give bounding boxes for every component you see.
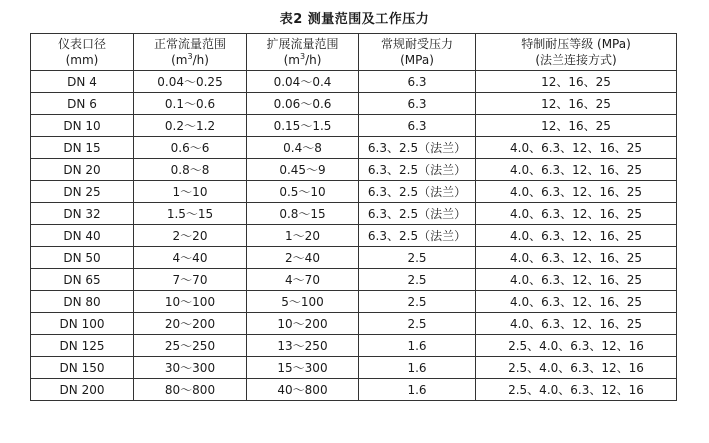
cell-normal-flow: 4～40 <box>134 247 247 269</box>
header-line: 扩展流量范围 <box>266 37 339 51</box>
table-row <box>31 159 677 181</box>
table-row <box>31 137 677 159</box>
cell-standard-pressure: 6.3 <box>359 115 476 137</box>
cell-normal-flow: 30～300 <box>134 357 247 379</box>
cell-standard-pressure: 6.3、2.5（法兰） <box>359 203 476 225</box>
header-unit: (MPa) <box>400 53 434 67</box>
cell-extended-flow: 0.04～0.4 <box>247 71 359 93</box>
header-unit: (mm) <box>65 53 99 67</box>
cell-extended-flow: 10～200 <box>247 313 359 335</box>
cell-special-pressure: 12、16、25 <box>476 93 677 115</box>
unit-suffix: /h) <box>305 53 322 67</box>
cell-special-pressure: 4.0、6.3、12、16、25 <box>476 159 677 181</box>
unit-suffix: /h) <box>192 53 209 67</box>
cell-special-pressure: 12、16、25 <box>476 115 677 137</box>
cell-diameter: DN 150 <box>31 357 134 379</box>
header-line: 正常流量范围 <box>153 37 226 51</box>
cell-diameter: DN 50 <box>31 247 134 269</box>
header-standard-pressure <box>359 34 476 71</box>
table-row <box>31 269 677 291</box>
cell-special-pressure: 4.0、6.3、12、16、25 <box>476 225 677 247</box>
cell-extended-flow: 0.15～1.5 <box>247 115 359 137</box>
cell-diameter: DN 65 <box>31 269 134 291</box>
cell-standard-pressure: 1.6 <box>359 335 476 357</box>
cell-special-pressure: 2.5、4.0、6.3、12、16 <box>476 335 677 357</box>
cell-extended-flow: 0.45～9 <box>247 159 359 181</box>
table-row <box>31 181 677 203</box>
cell-diameter: DN 40 <box>31 225 134 247</box>
cell-diameter: DN 10 <box>31 115 134 137</box>
header-row <box>31 34 677 71</box>
cell-standard-pressure: 6.3、2.5（法兰） <box>359 159 476 181</box>
cell-extended-flow: 15～300 <box>247 357 359 379</box>
header-normal-flow-range <box>134 34 247 71</box>
header-extended-flow-range <box>247 34 359 71</box>
cell-normal-flow: 0.04～0.25 <box>134 71 247 93</box>
table-row <box>31 379 677 401</box>
unit-superscript: 3 <box>299 52 306 61</box>
cell-standard-pressure: 6.3 <box>359 71 476 93</box>
cell-extended-flow: 2～40 <box>247 247 359 269</box>
cell-diameter: DN 80 <box>31 291 134 313</box>
cell-diameter: DN 6 <box>31 93 134 115</box>
table-body <box>31 71 677 401</box>
cell-diameter: DN 200 <box>31 379 134 401</box>
cell-normal-flow: 1～10 <box>134 181 247 203</box>
header-unit <box>247 52 358 68</box>
table-row <box>31 71 677 93</box>
table-row <box>31 291 677 313</box>
cell-special-pressure: 2.5、4.0、6.3、12、16 <box>476 379 677 401</box>
table-caption: 表2 测量范围及工作压力 <box>279 12 430 27</box>
cell-extended-flow: 0.06～0.6 <box>247 93 359 115</box>
cell-special-pressure: 12、16、25 <box>476 71 677 93</box>
cell-special-pressure: 2.5、4.0、6.3、12、16 <box>476 357 677 379</box>
cell-diameter: DN 25 <box>31 181 134 203</box>
cell-standard-pressure: 6.3 <box>359 93 476 115</box>
cell-extended-flow: 0.5～10 <box>247 181 359 203</box>
cell-standard-pressure: 1.6 <box>359 357 476 379</box>
cell-standard-pressure: 2.5 <box>359 269 476 291</box>
cell-standard-pressure: 2.5 <box>359 247 476 269</box>
header-line: 特制耐压等级 (MPa) <box>521 37 631 51</box>
unit-prefix: (m <box>283 53 300 67</box>
table-row <box>31 357 677 379</box>
cell-standard-pressure: 2.5 <box>359 291 476 313</box>
cell-special-pressure: 4.0、6.3、12、16、25 <box>476 247 677 269</box>
cell-standard-pressure: 6.3、2.5（法兰） <box>359 181 476 203</box>
cell-normal-flow: 80～800 <box>134 379 247 401</box>
cell-normal-flow: 2～20 <box>134 225 247 247</box>
header-unit: (法兰连接方式) <box>535 53 617 67</box>
header-line: 常规耐受压力 <box>380 37 453 51</box>
cell-diameter: DN 20 <box>31 159 134 181</box>
cell-normal-flow: 0.1～0.6 <box>134 93 247 115</box>
header-special-pressure-grade <box>476 34 677 71</box>
cell-special-pressure: 4.0、6.3、12、16、25 <box>476 269 677 291</box>
cell-standard-pressure: 6.3、2.5（法兰） <box>359 225 476 247</box>
table-row <box>31 225 677 247</box>
table-row <box>31 247 677 269</box>
cell-extended-flow: 13～250 <box>247 335 359 357</box>
cell-extended-flow: 40～800 <box>247 379 359 401</box>
header-line: 仪表口径 <box>57 37 106 51</box>
cell-extended-flow: 0.4～8 <box>247 137 359 159</box>
cell-normal-flow: 1.5～15 <box>134 203 247 225</box>
cell-normal-flow: 25～250 <box>134 335 247 357</box>
cell-diameter: DN 15 <box>31 137 134 159</box>
cell-extended-flow: 4～70 <box>247 269 359 291</box>
cell-special-pressure: 4.0、6.3、12、16、25 <box>476 181 677 203</box>
table-row <box>31 115 677 137</box>
cell-normal-flow: 0.2～1.2 <box>134 115 247 137</box>
cell-diameter: DN 125 <box>31 335 134 357</box>
cell-standard-pressure: 2.5 <box>359 313 476 335</box>
cell-extended-flow: 0.8～15 <box>247 203 359 225</box>
cell-diameter: DN 4 <box>31 71 134 93</box>
header-meter-diameter <box>31 34 134 71</box>
table-row <box>31 335 677 357</box>
cell-normal-flow: 7～70 <box>134 269 247 291</box>
cell-extended-flow: 5～100 <box>247 291 359 313</box>
cell-normal-flow: 20～200 <box>134 313 247 335</box>
measurement-range-table <box>30 33 677 401</box>
table-row <box>31 93 677 115</box>
cell-standard-pressure: 6.3、2.5（法兰） <box>359 137 476 159</box>
unit-superscript: 3 <box>187 52 193 61</box>
cell-special-pressure: 4.0、6.3、12、16、25 <box>476 313 677 335</box>
cell-diameter: DN 32 <box>31 203 134 225</box>
unit-prefix: (m <box>171 53 188 67</box>
cell-extended-flow: 1～20 <box>247 225 359 247</box>
cell-diameter: DN 100 <box>31 313 134 335</box>
table-row <box>31 203 677 225</box>
cell-special-pressure: 4.0、6.3、12、16、25 <box>476 137 677 159</box>
cell-special-pressure: 4.0、6.3、12、16、25 <box>476 203 677 225</box>
table-row <box>31 313 677 335</box>
cell-special-pressure: 4.0、6.3、12、16、25 <box>476 291 677 313</box>
cell-standard-pressure: 1.6 <box>359 379 476 401</box>
cell-normal-flow: 0.8～8 <box>134 159 247 181</box>
cell-normal-flow: 0.6～6 <box>134 137 247 159</box>
header-unit <box>134 52 246 68</box>
cell-normal-flow: 10～100 <box>134 291 247 313</box>
